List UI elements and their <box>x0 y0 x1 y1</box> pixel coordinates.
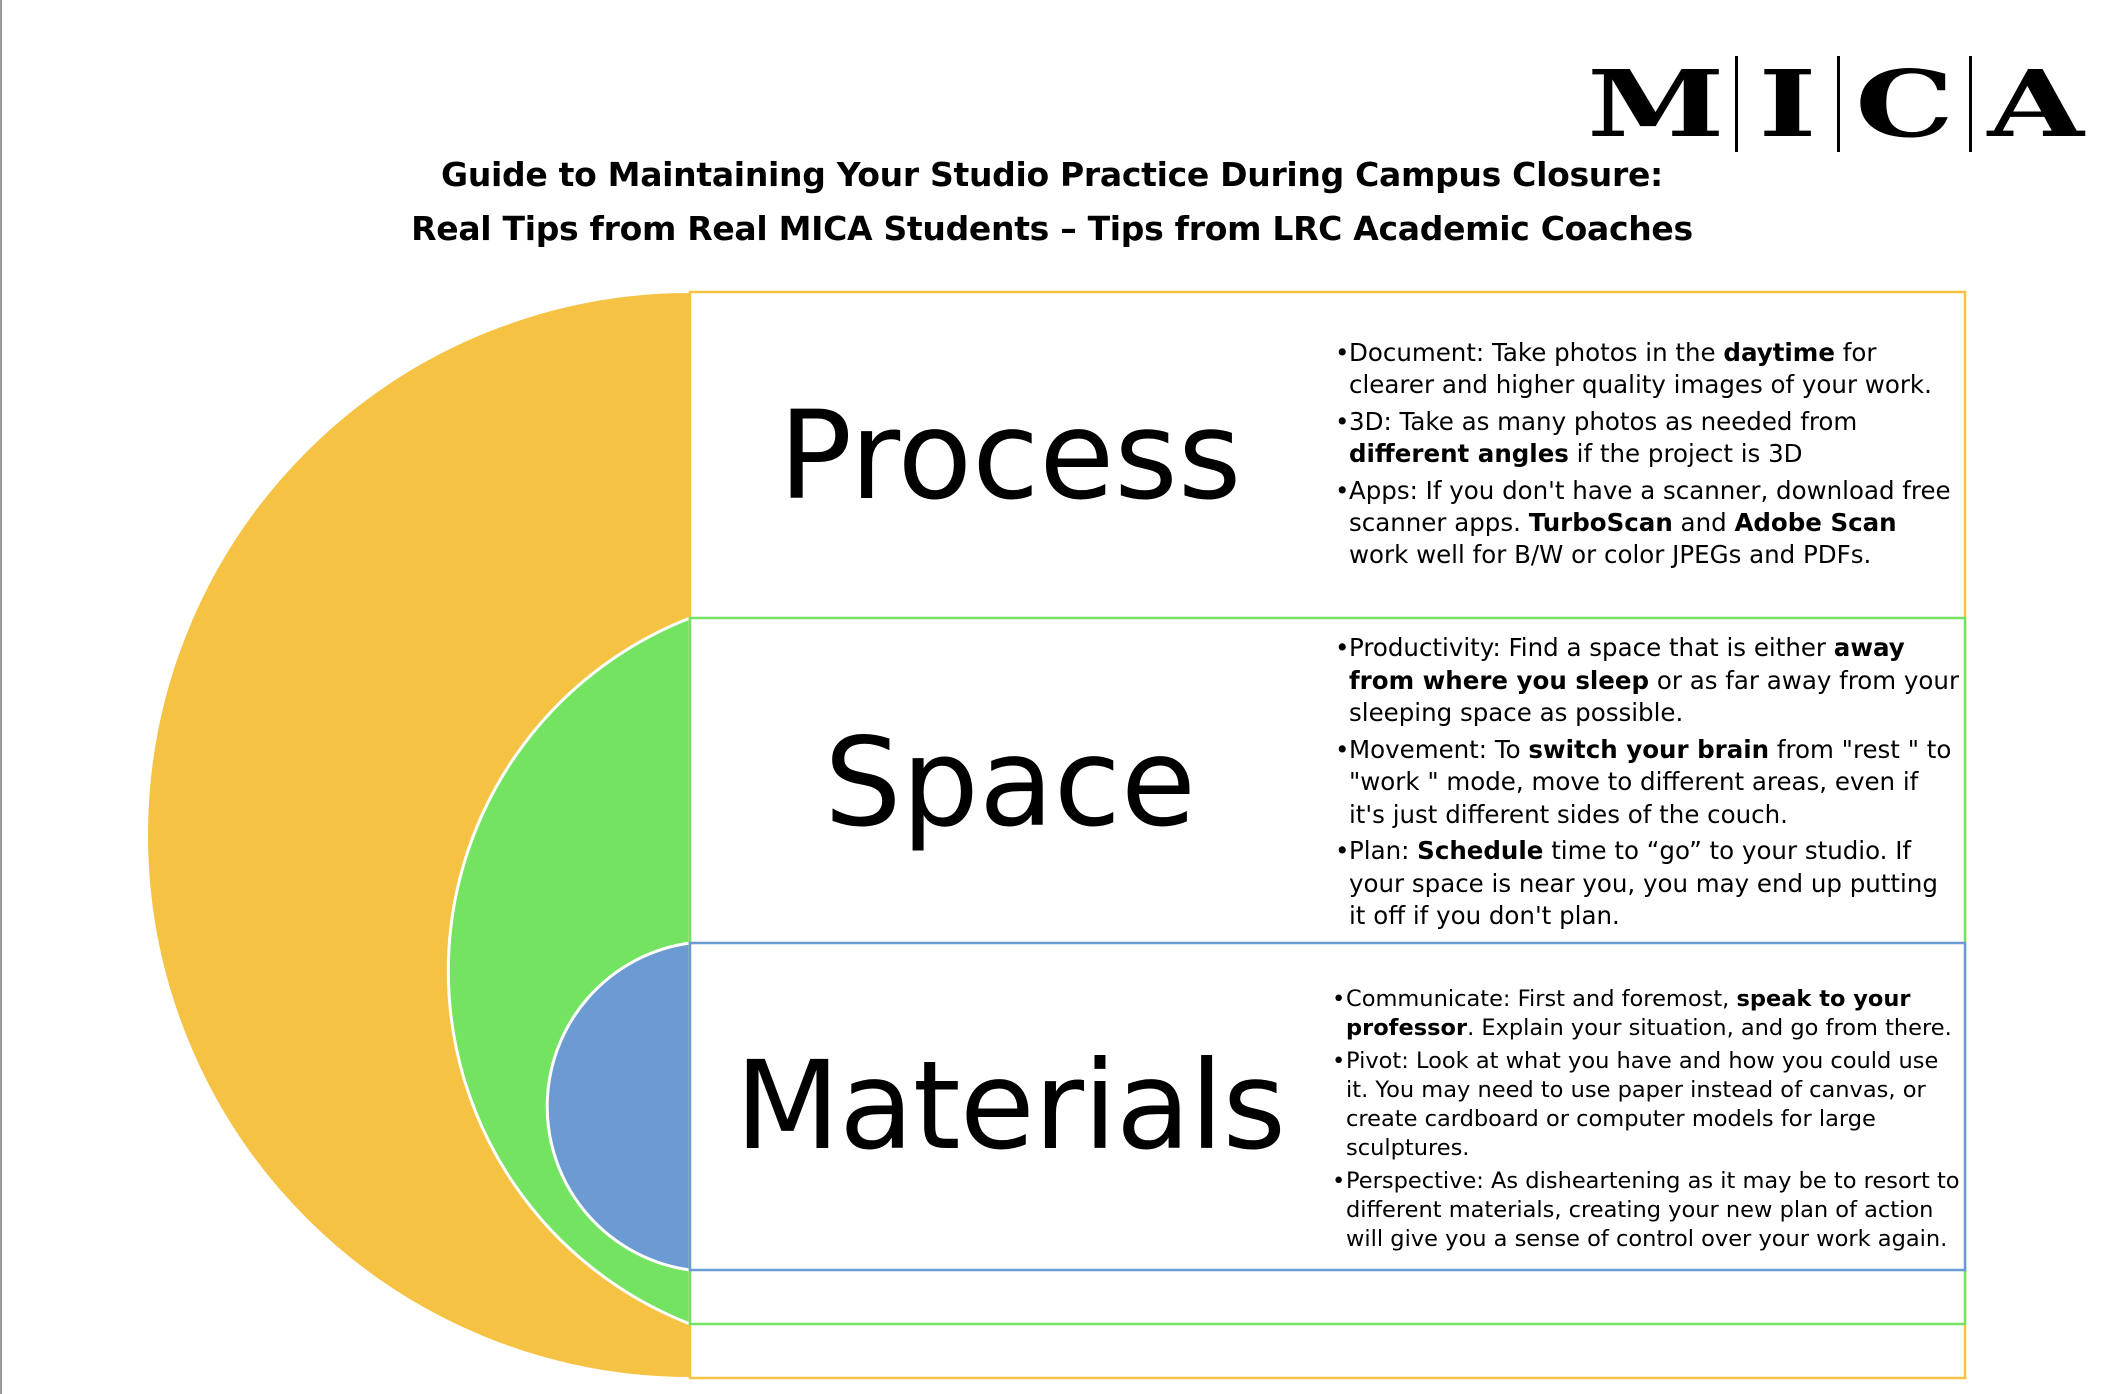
tip-item <box>1335 835 1961 933</box>
tip-text: Communicate: First and foremost, <box>1346 986 1737 1012</box>
tip-item <box>1335 734 1961 832</box>
tip-item <box>1335 632 1961 730</box>
logo-letter: A <box>1987 50 2085 158</box>
logo-letter: M <box>1587 50 1725 158</box>
tip-item <box>1335 475 1961 571</box>
tip-emphasis: Adobe Scan <box>1734 508 1897 537</box>
bullet-icon: • <box>1332 1048 1346 1074</box>
process-tips-list <box>1335 337 1961 576</box>
tip-text: Pivot: Look at what you have and how you could use it. You may need to use paper instead of canvas, or create cardboard or computer models for large sculptures. <box>1346 1048 1939 1161</box>
tip-text: 3D: Take as many photos as needed from <box>1349 407 1858 436</box>
title-line-2: Real Tips from Real MICA Students – Tips from LRC Academic Coaches <box>411 209 1693 248</box>
tip-text: Apps: If you don't have a scanner, download free scanner apps. <box>1349 476 1951 537</box>
space-label: Space <box>824 712 1196 854</box>
tip-text: and <box>1672 508 1735 537</box>
tip-text: . Explain your situation, and go from there. <box>1467 1015 1952 1041</box>
materials-tips-list <box>1332 985 1964 1258</box>
tip-text: Productivity: Find a space that is either <box>1349 633 1834 662</box>
bullet-icon: • <box>1332 986 1346 1012</box>
tip-text: Plan: <box>1349 836 1418 865</box>
tip-item <box>1335 406 1961 470</box>
tip-emphasis: daytime <box>1723 338 1835 367</box>
tip-text: Movement: To <box>1349 734 1529 764</box>
tip-text: time to “go” to your studio. If your space is near you, you may end up putting it off if you don't plan. <box>1349 836 1938 930</box>
tip-item <box>1332 1047 1964 1163</box>
tip-item <box>1335 337 1961 401</box>
tip-item <box>1332 1167 1964 1254</box>
materials-label: Materials <box>734 1035 1286 1177</box>
bullet-icon: • <box>1332 1168 1346 1194</box>
logo-letter: I <box>1758 50 1817 158</box>
tip-emphasis: different angles <box>1349 439 1569 468</box>
tip-text: if the project is 3D <box>1568 439 1803 468</box>
tip-emphasis: away from where you sleep <box>1349 633 1905 695</box>
title-line-1: Guide to Maintaining Your Studio Practice During Campus Closure: <box>441 155 1663 194</box>
bullet-icon: • <box>1335 338 1350 367</box>
tip-text: for clearer and higher quality images of your work. <box>1349 338 1932 399</box>
process-label: Process <box>778 385 1242 527</box>
tip-text: or as far away from your sleeping space as possible. <box>1349 665 1960 727</box>
bullet-icon: • <box>1335 476 1350 505</box>
bullet-icon: • <box>1335 407 1350 436</box>
logo-letter: C <box>1855 50 1954 158</box>
bullet-icon: • <box>1335 734 1350 764</box>
tip-emphasis: TurboScan <box>1528 508 1673 537</box>
tip-item <box>1332 985 1964 1043</box>
space-tips-list <box>1335 632 1961 937</box>
tip-text: Document: Take photos in the <box>1349 338 1724 367</box>
tip-text: from "rest " to "work " mode, move to different areas, even if it's just different sides of the couch. <box>1349 734 1952 829</box>
tip-emphasis: Schedule <box>1417 836 1544 865</box>
bullet-icon: • <box>1335 633 1350 662</box>
tip-text: work well for B/W or color JPEGs and PDFs. <box>1349 540 1872 569</box>
tip-emphasis: switch your brain <box>1528 734 1770 764</box>
tip-emphasis: speak to your professor <box>1346 986 1911 1041</box>
tip-text: Perspective: As disheartening as it may be to resort to different materials, creating your new plan of action will give you a sense of control over your work again. <box>1346 1168 1960 1252</box>
bullet-icon: • <box>1335 836 1350 865</box>
